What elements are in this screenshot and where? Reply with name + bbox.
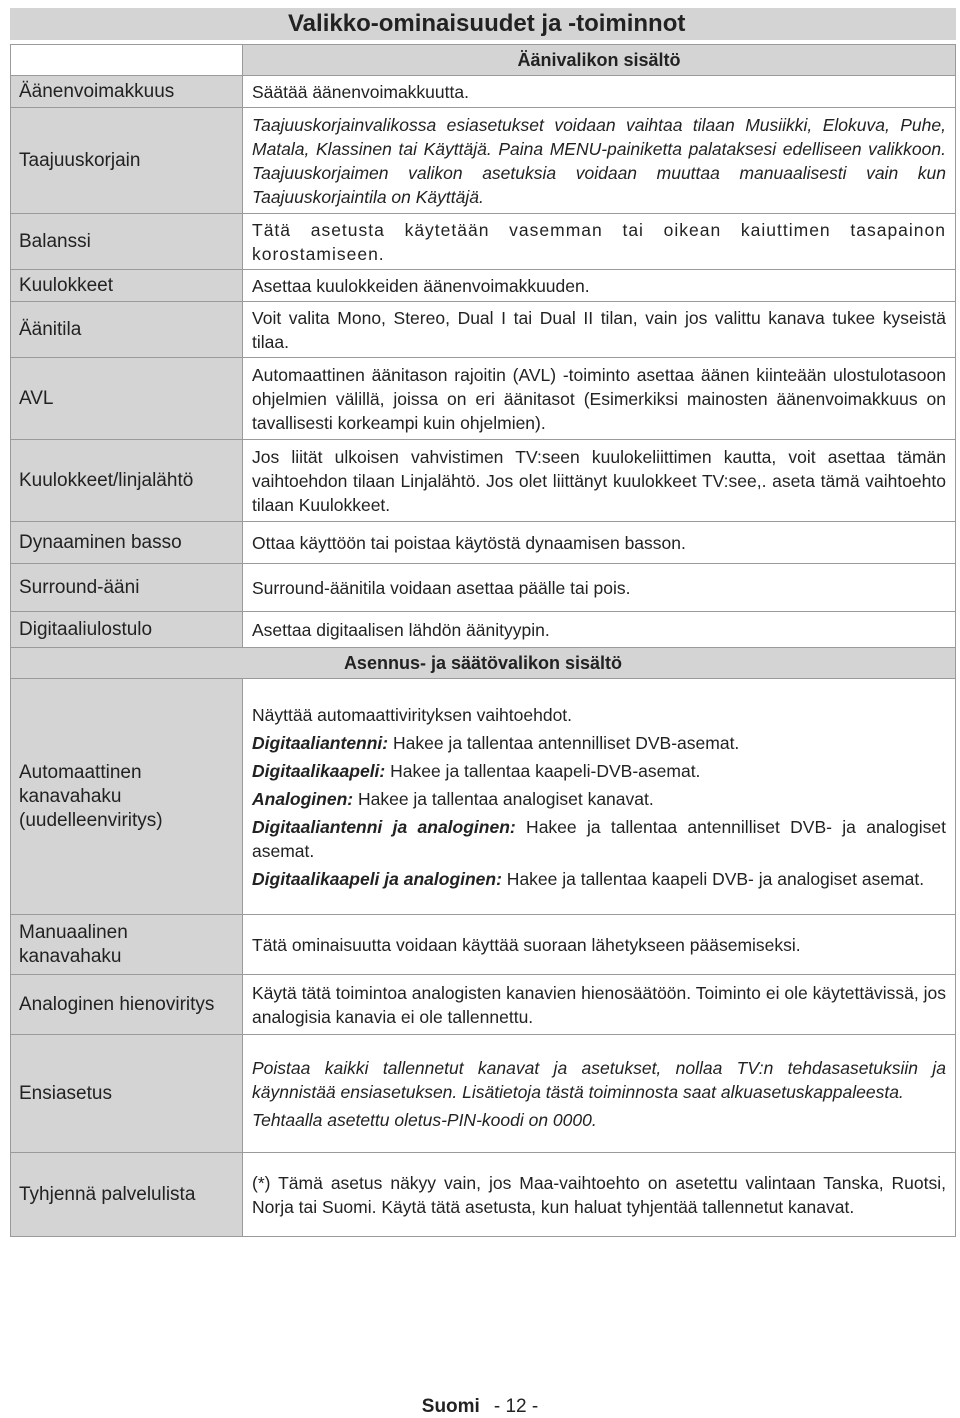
option-term: Digitaaliantenni ja analoginen: — [252, 816, 516, 837]
row-text: Tätä asetusta käytetään vasemman tai oikean kaiuttimen tasapainon korostamiseen. — [243, 214, 956, 270]
row-label: Kuulokkeet/linjalähtö — [11, 440, 243, 522]
option-term: Analoginen: — [252, 788, 354, 809]
row-label: Balanssi — [11, 214, 243, 270]
table-row — [11, 612, 956, 648]
auto-scan-intro: Näyttää automaattivirityksen vaihtoehdot. — [252, 704, 573, 725]
row-label: Kuulokkeet — [11, 270, 243, 302]
table-row — [11, 1153, 956, 1237]
first-time-desc — [243, 1035, 956, 1153]
option-text: Hakee ja tallentaa antennilliset DVB-asemat. — [388, 732, 740, 753]
auto-scan-desc — [243, 679, 956, 915]
option-text: Hakee ja tallentaa analogiset kanavat. — [353, 788, 654, 809]
row-label: Manuaalinen kanavahaku — [11, 915, 243, 975]
table-row — [11, 975, 956, 1035]
section-header-row — [11, 648, 956, 679]
option-term: Digitaaliantenni: — [252, 732, 389, 753]
table-row — [11, 1035, 956, 1153]
row-text: Surround-äänitila voidaan asettaa päälle tai pois. — [243, 564, 956, 612]
page-title — [10, 8, 956, 40]
table-row — [11, 564, 956, 612]
row-label: Äänitila — [11, 302, 243, 358]
table-row — [11, 915, 956, 975]
row-text: Taajuuskorjainvalikossa esiasetukset voidaan vaihtaa tilaan Musiikki, Elokuva, Puhe, Matala, Klassinen tai Käyttäjä. Paina MENU-painiketta palataksesi edelliseen valikkoon. Taajuuskorjaimen valikon asetuksia voidaan muuttaa manuaalisesti vain kun Taajuuskorjaintila on Käyttäjä. — [243, 108, 956, 214]
table-row — [11, 214, 956, 270]
table-row — [11, 302, 956, 358]
row-label: Automaattinen kanavahaku (uudelleenviritys) — [11, 679, 243, 915]
table-row — [11, 679, 956, 915]
row-label: Dynaaminen basso — [11, 522, 243, 564]
row-label: Ensiasetus — [11, 1035, 243, 1153]
row-text: Asettaa digitaalisen lähdön äänityypin. — [243, 612, 956, 648]
option-item — [252, 867, 946, 891]
option-item — [252, 759, 946, 783]
table-row — [11, 440, 956, 522]
table-row — [11, 108, 956, 214]
option-text: Hakee ja tallentaa kaapeli DVB- ja analogiset asemat. — [501, 868, 925, 889]
row-text: Automaattinen äänitason rajoitin (AVL) -toiminto asettaa äänen kiinteään ulostulotasoon ohjelmien välillä, joissa on eri äänitasot (Esimerkiksi mainosten äänenvoimakkuus on tavallisesti korkeampi kuin ohjelmien). — [243, 358, 956, 440]
row-label: Surround-ääni — [11, 564, 243, 612]
table-row — [11, 270, 956, 302]
row-label: Äänenvoimakkuus — [11, 76, 243, 108]
row-label: Taajuuskorjain — [11, 108, 243, 214]
row-text: Säätää äänenvoimakkuutta. — [243, 76, 956, 108]
menu-table — [10, 44, 956, 1237]
page-footer — [0, 1396, 960, 1418]
pin-note: Tehtaalla asetettu oletus-PIN-koodi on 0000. — [252, 1109, 597, 1130]
row-text: Jos liität ulkoisen vahvistimen TV:seen kuulokeliittimen kautta, voit asettaa tämän vaihtoehdon tilaan Linjalähtö. Jos olet liittänyt kuulokkeet TV:see,. aseta tämä vaihtoehto tilaan Kuulokkeet. — [243, 440, 956, 522]
section-header-row — [11, 45, 956, 76]
option-item — [252, 731, 946, 755]
row-text: Asettaa kuulokkeiden äänenvoimakkuuden. — [243, 270, 956, 302]
row-text: (*) Tämä asetus näkyy vain, jos Maa-vaihtoehto on asetettu valintaan Tanska, Ruotsi, Norja tai Suomi. Käytä tätä asetusta, kun haluat tyhjentää tallennetut kanavat. — [243, 1153, 956, 1237]
first-time-text: Poistaa kaikki tallennetut kanavat ja asetukset, nollaa TV:n tehdasasetuksiin ja käynnistää ensiasetuksen. Lisätietoja tästä toiminnosta saat alkuasetuskappaleesta. — [252, 1057, 946, 1102]
row-label: AVL — [11, 358, 243, 440]
row-text: Käytä tätä toimintoa analogisten kanavien hienosäätöön. Toiminto ei ole käytettävissä, jos analogisia kanavia ei ole tallennettu. — [243, 975, 956, 1035]
row-label: Tyhjennä palvelulista — [11, 1153, 243, 1237]
install-section-title: Asennus- ja säätövalikon sisältö — [11, 648, 956, 679]
table-row — [11, 522, 956, 564]
option-text: Hakee ja tallentaa antennilliset DVB- ja analogiset asemat. — [252, 816, 946, 861]
option-term: Digitaalikaapeli ja analoginen: — [252, 868, 502, 889]
page-number: - 12 - — [493, 1396, 539, 1417]
option-item — [252, 815, 946, 863]
row-text: Voit valita Mono, Stereo, Dual I tai Dual II tilan, vain jos valittu kanava tukee kyseistä tilaa. — [243, 302, 956, 358]
footer-language: Suomi — [421, 1396, 480, 1417]
row-text: Tätä ominaisuutta voidaan käyttää suoraan lähetykseen pääsemiseksi. — [243, 915, 956, 975]
option-text: Hakee ja tallentaa kaapeli-DVB-asemat. — [385, 760, 701, 781]
row-label: Analoginen hienoviritys — [11, 975, 243, 1035]
page-title-text: Valikko-ominaisuudet ja -toiminnot — [288, 10, 686, 37]
option-item — [252, 787, 946, 811]
row-label: Digitaaliulostulo — [11, 612, 243, 648]
table-row — [11, 358, 956, 440]
sound-section-title: Äänivalikon sisältö — [243, 45, 956, 76]
table-row — [11, 76, 956, 108]
row-text: Ottaa käyttöön tai poistaa käytöstä dynaamisen basson. — [243, 522, 956, 564]
option-term: Digitaalikaapeli: — [252, 760, 386, 781]
